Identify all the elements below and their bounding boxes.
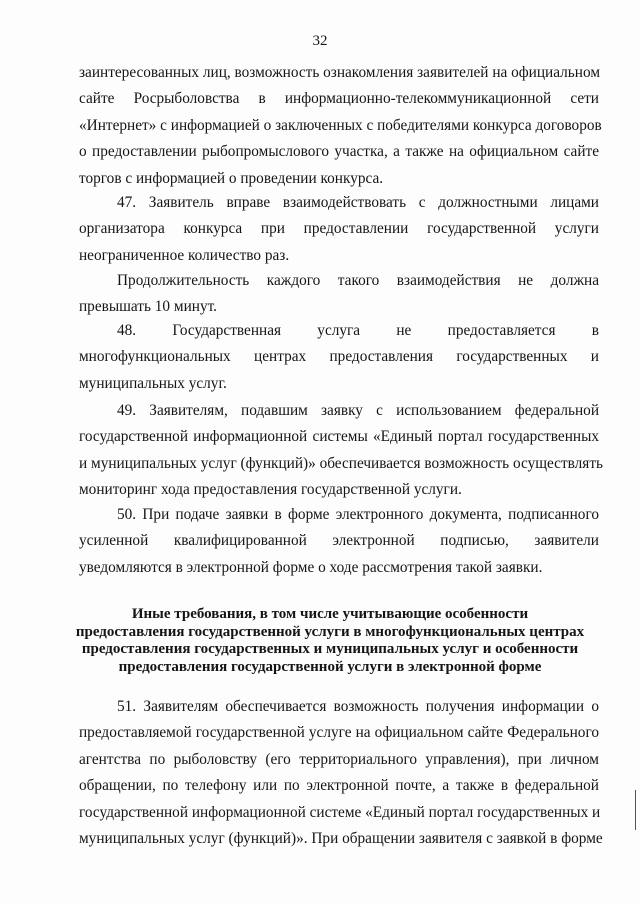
- text-line: сайте Росрыболовства в информационно-телекоммуникационной сети: [79, 90, 599, 108]
- text-line: предоставляемой государственной услуге на официальном сайте Федерального: [79, 724, 599, 742]
- heading-line: предоставления государственной услуги в многофункциональных центрах: [75, 623, 585, 640]
- text-line: многофункциональных центрах предоставления государственных и: [79, 348, 599, 366]
- text-line: Продолжительность каждого такого взаимодействия не должна: [117, 272, 599, 289]
- text-line: уведомляются в электронной форме о ходе рассмотрения такой заявки.: [79, 558, 543, 576]
- heading-line: Иные требования, в том числе учитывающие особенности: [131, 606, 529, 622]
- paragraph-49: [79, 398, 604, 504]
- text-line: неограниченное количество раз.: [79, 246, 290, 264]
- text-line: 50. При подаче заявки в форме электронного документа, подписанного: [117, 506, 599, 523]
- paragraph-50: [79, 502, 599, 581]
- text-line: муниципальных услуг (функций)». При обращении заявителя с заявкой в форме: [79, 830, 603, 848]
- heading-line: предоставления государственной услуги в электронной форме: [118, 658, 542, 675]
- text-line: 51. Заявителям обеспечивается возможность получения информации о: [117, 698, 599, 715]
- text-line: 47. Заявитель вправе взаимодействовать с должностными лицами: [117, 194, 599, 211]
- text-line: государственной информационной системе «Единый портал государственных и: [79, 803, 601, 821]
- section-heading: [60, 606, 600, 676]
- text-line: о предоставлении рыбопромыслового участка, а также на официальном сайте: [79, 143, 599, 161]
- text-line: государственной информационной системы «Единый портал государственных: [79, 428, 599, 446]
- heading-line: предоставления государственных и муниципальных услуг и особенности: [81, 641, 579, 657]
- text-line: и муниципальных услуг (функций)» обеспечивается возможность осуществлять: [79, 454, 604, 472]
- text-line: заинтересованных лиц, возможность ознакомления заявителей на официальном: [79, 64, 600, 81]
- text-line: «Интернет» с информацией о заключенных с победителями конкурса договоров: [79, 116, 602, 134]
- paragraph-48: [79, 318, 599, 397]
- paragraph-51: [79, 694, 603, 852]
- text-line: организатора конкурса при предоставлении государственной услуги: [79, 220, 599, 238]
- text-line: 49. Заявителям, подавшим заявку с использованием федеральной: [117, 402, 599, 419]
- page-number: 32: [312, 33, 328, 49]
- text-line: мониторинг хода предоставления государственной услуги.: [79, 481, 462, 499]
- text-line: 48. Государственная услуга не предоставляется в: [117, 322, 599, 339]
- text-line: торгов с информацией о проведении конкурса.: [79, 169, 384, 187]
- text-line: агентства по рыболовству (его территориального управления), при личном: [79, 750, 599, 768]
- paragraph-47-duration: [79, 268, 599, 321]
- text-line: муниципальных услуг.: [79, 374, 227, 392]
- paragraph-47: [79, 190, 599, 269]
- text-line: усиленной квалифицированной электронной подписью, заявители: [79, 532, 599, 550]
- text-line: превышать 10 минут.: [79, 298, 217, 316]
- paragraph-continuation: [79, 60, 602, 192]
- text-line: обращении, по телефону или по электронной почте, а также в федеральной: [79, 777, 599, 795]
- scan-edge-mark: [635, 790, 636, 830]
